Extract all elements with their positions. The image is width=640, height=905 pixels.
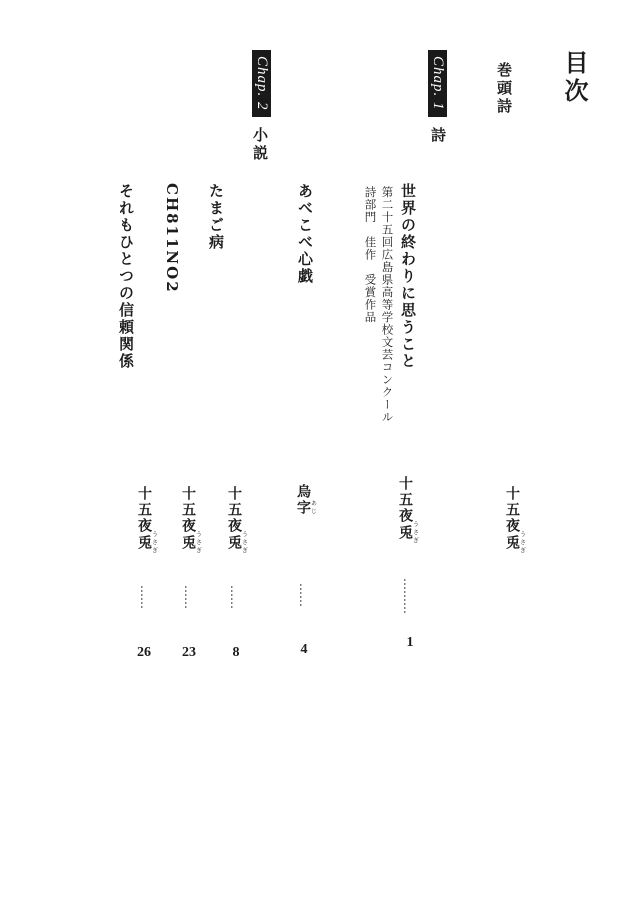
entry-leader: ……	[228, 585, 242, 609]
entry-page-number: 1	[406, 635, 414, 650]
chapter-2-badge: Chap. 2	[252, 50, 271, 117]
entry-title[interactable]: CH811NO2	[163, 183, 181, 294]
entry-page-number: 26	[137, 645, 151, 660]
entry-leader: ……	[297, 583, 311, 607]
chapter-1-badge: Chap. 1	[428, 50, 447, 117]
entry-award-note: 詩部門 佳作 受賞作品	[363, 186, 378, 324]
entry-leader: ……	[182, 585, 196, 609]
entry-title[interactable]: たまご病	[207, 183, 225, 251]
chapter-2-section: 小説	[251, 127, 269, 163]
entry-leader: ………	[401, 578, 415, 614]
entry-author: 十五夜兎うさぎ	[136, 486, 158, 555]
entry-title[interactable]: それもひとつの信頼関係	[117, 183, 135, 370]
chapter-1-section: 詩	[429, 127, 447, 145]
entry-page-number: 8	[232, 645, 240, 660]
entry-author: 十五夜兎うさぎ	[226, 486, 248, 555]
page-title: 目次	[560, 50, 589, 106]
entry-page-number: 4	[300, 642, 308, 657]
entry-author: 十五夜兎うさぎ	[397, 476, 419, 545]
entry-leader: ……	[138, 585, 152, 609]
entry-author: 烏字あじ	[295, 484, 317, 516]
entry-page-number: 23	[182, 645, 196, 660]
prologue-author: 十五夜兎うさぎ	[504, 486, 526, 555]
entry-title[interactable]: あべこべ心戯	[296, 183, 314, 285]
entry-award-note: 第二十五回広島県高等学校文芸コンクール	[380, 186, 395, 424]
entry-author: 十五夜兎うさぎ	[180, 486, 202, 555]
prologue-label: 巻頭詩	[495, 62, 513, 116]
entry-title[interactable]: 世界の終わりに思うこと	[399, 183, 417, 370]
